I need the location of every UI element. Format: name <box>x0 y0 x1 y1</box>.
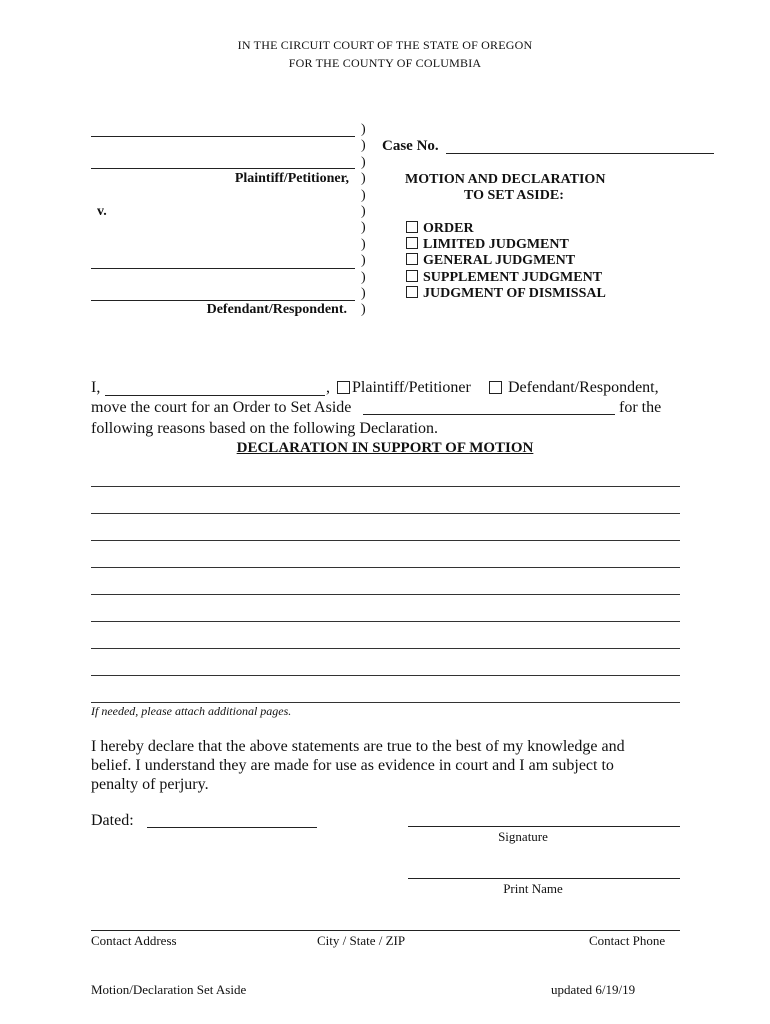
i-label: I, <box>91 379 101 396</box>
order-checkbox[interactable] <box>406 221 418 233</box>
court-heading: IN THE CIRCUIT COURT OF THE STATE OF OREGON <box>237 38 533 52</box>
defendant-name-line-2[interactable] <box>91 300 355 301</box>
print-name-field[interactable] <box>408 878 680 879</box>
updated-date: updated 6/19/19 <box>551 982 636 997</box>
plaintiff-label: Plaintiff/Petitioner, <box>234 171 349 186</box>
option-supplement-judgment[interactable] <box>406 270 602 286</box>
statement-line2: belief. I understand they are made for use as evidence in court and I am subject to <box>91 757 614 774</box>
print-name-label: Print Name <box>503 881 563 896</box>
petitioner-checkbox[interactable] <box>337 381 350 394</box>
declaration-heading: DECLARATION IN SUPPORT OF MOTION <box>236 440 534 456</box>
declaration-line[interactable] <box>91 648 680 649</box>
motion-title-line1: MOTION AND DECLARATION <box>405 172 606 187</box>
motion-title-line2: TO SET ASIDE: <box>464 188 564 203</box>
move-court-text: move the court for an Order to Set Aside <box>91 399 352 416</box>
general-judgment-checkbox[interactable] <box>406 253 418 265</box>
option-general-judgment[interactable] <box>406 253 575 269</box>
respondent-checkbox[interactable] <box>489 381 502 394</box>
comma: , <box>326 379 330 396</box>
declarant-name-field[interactable] <box>105 395 325 396</box>
plaintiff-name-line[interactable] <box>91 136 355 137</box>
for-the-text: for the <box>619 399 662 416</box>
respondent-option-label: Defendant/Respondent, <box>508 379 659 396</box>
statement-line3: penalty of perjury. <box>91 776 209 793</box>
date-field[interactable] <box>147 827 317 828</box>
contact-address-label: Contact Address <box>91 933 177 948</box>
option-limited-judgment[interactable] <box>406 237 569 253</box>
case-number-label: Case No. <box>382 138 439 154</box>
limited-judgment-label: LIMITED JUDGMENT <box>423 237 569 252</box>
defendant-label: Defendant/Respondent. <box>206 302 347 317</box>
option-judgment-of-dismissal[interactable] <box>406 286 606 302</box>
signature-label: Signature <box>498 829 548 844</box>
contact-phone-label: Contact Phone <box>589 933 666 948</box>
reasons-text: following reasons based on the following Declaration. <box>91 420 439 437</box>
plaintiff-name-line-2[interactable] <box>91 168 355 169</box>
county-heading: FOR THE COUNTY OF COLUMBIA <box>288 56 482 70</box>
judgment-of-dismissal-checkbox[interactable] <box>406 286 418 298</box>
contact-info-field[interactable] <box>91 930 680 931</box>
versus-label: v. <box>97 204 107 219</box>
statement-line1: I hereby declare that the above statements are true to the best of my knowledge and <box>91 738 625 755</box>
supplement-judgment-checkbox[interactable] <box>406 270 418 282</box>
set-aside-item-field[interactable] <box>363 414 615 415</box>
limited-judgment-checkbox[interactable] <box>406 237 418 249</box>
declaration-line[interactable] <box>91 486 680 487</box>
signature-field[interactable] <box>408 826 680 827</box>
case-number-field[interactable] <box>446 153 714 154</box>
defendant-name-line[interactable] <box>91 268 355 269</box>
supplement-judgment-label: SUPPLEMENT JUDGMENT <box>423 270 603 285</box>
declaration-line[interactable] <box>91 621 680 622</box>
judgment-of-dismissal-label: JUDGMENT OF DISMISSAL <box>423 286 606 301</box>
order-label: ORDER <box>423 221 474 236</box>
caption-divider: ) ) ) ) ) ) ) ) ) ) ) ) <box>361 122 366 318</box>
declaration-line[interactable] <box>91 567 680 568</box>
declaration-line[interactable] <box>91 540 680 541</box>
declaration-line[interactable] <box>91 513 680 514</box>
form-name: Motion/Declaration Set Aside <box>91 982 247 997</box>
city-state-zip-label: City / State / ZIP <box>317 933 406 948</box>
general-judgment-label: GENERAL JUDGMENT <box>423 253 576 268</box>
declaration-line[interactable] <box>91 702 680 703</box>
declaration-line[interactable] <box>91 594 680 595</box>
declaration-line[interactable] <box>91 675 680 676</box>
dated-label: Dated: <box>91 812 134 829</box>
petitioner-option-label: Plaintiff/Petitioner <box>352 379 471 396</box>
option-order[interactable] <box>406 221 474 237</box>
attach-pages-note: If needed, please attach additional pages. <box>91 704 292 718</box>
